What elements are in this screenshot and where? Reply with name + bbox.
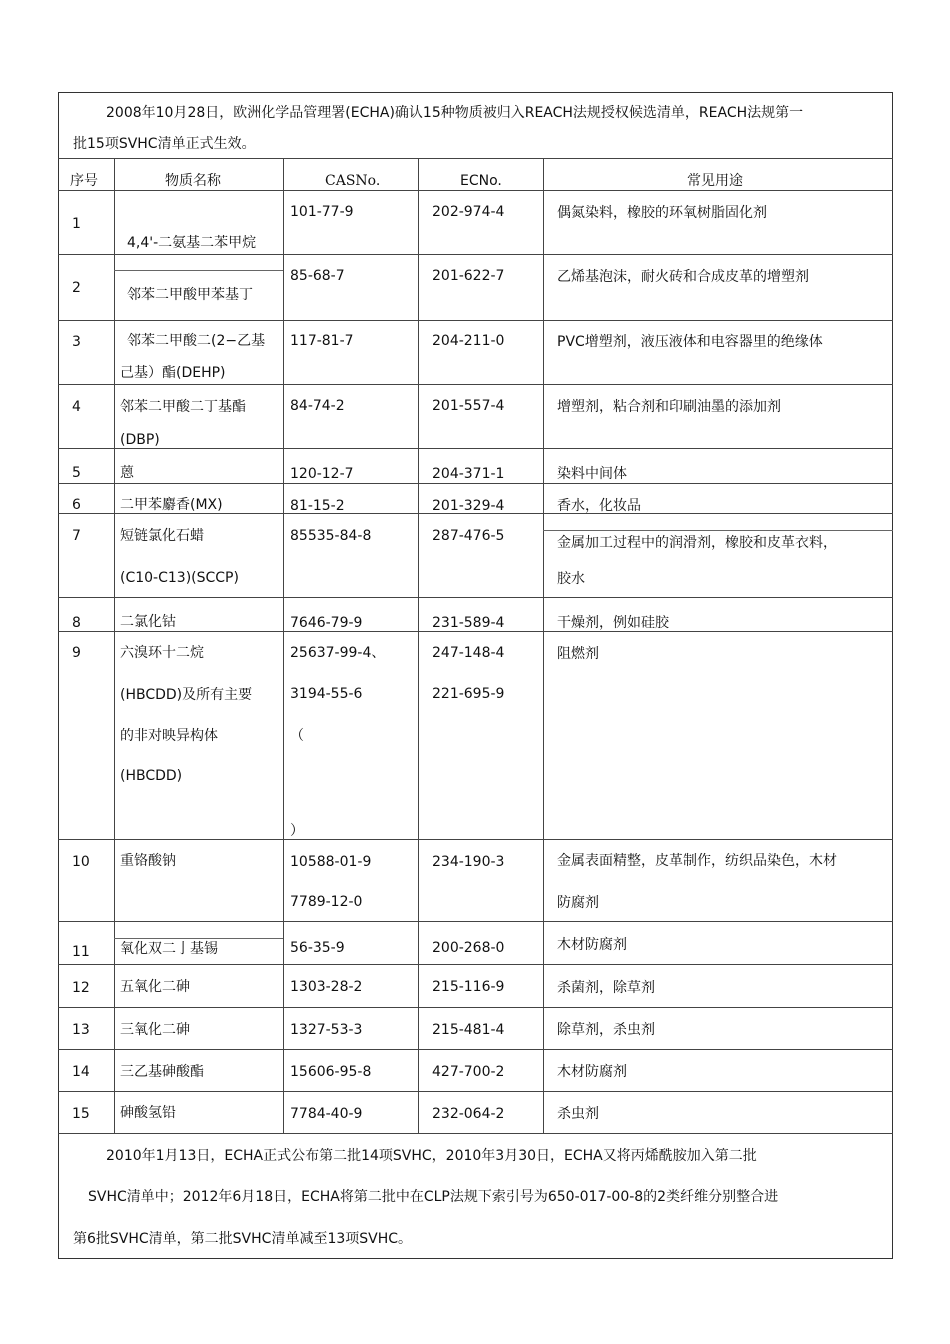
substance-name: 4,4'-二氨基二苯甲烷 bbox=[127, 235, 257, 251]
substance-name: 短链氯化石蜡 bbox=[120, 528, 204, 544]
cas-number: 85-68-7 bbox=[290, 268, 345, 284]
substance-name: 邻苯二甲酸二(2−乙基 bbox=[127, 333, 266, 349]
usage-text: 染料中间体 bbox=[557, 466, 627, 482]
row-rule bbox=[58, 921, 893, 922]
ec-number: 215-481-4 bbox=[432, 1022, 505, 1038]
row-rule bbox=[58, 1091, 893, 1092]
cell-artifact-rule bbox=[543, 530, 893, 531]
usage-text: 干燥剂，例如硅胶 bbox=[557, 615, 669, 631]
header-substance: 物质名称 bbox=[165, 173, 221, 189]
substance-name: (HBCDD)及所有主要 bbox=[120, 687, 253, 703]
row-index: 11 bbox=[72, 944, 90, 960]
usage-text: 木材防腐剂 bbox=[557, 937, 627, 953]
ec-number: 201-329-4 bbox=[432, 498, 505, 514]
row-index: 13 bbox=[72, 1022, 90, 1038]
row-rule bbox=[58, 597, 893, 598]
header-top-rule bbox=[58, 158, 893, 159]
cas-number: 117-81-7 bbox=[290, 333, 354, 349]
cas-number: 1303-28-2 bbox=[290, 979, 363, 995]
row-rule bbox=[58, 483, 893, 484]
row-index: 12 bbox=[72, 980, 90, 996]
ec-number: 202-974-4 bbox=[432, 204, 505, 220]
substance-name: 三氧化二砷 bbox=[120, 1022, 190, 1038]
ec-number: 231-589-4 bbox=[432, 615, 505, 631]
row-index: 9 bbox=[72, 645, 81, 661]
cas-number: 81-15-2 bbox=[290, 498, 345, 514]
row-rule bbox=[58, 254, 893, 255]
substance-name: 邻苯二甲酸二丁基酯 bbox=[120, 399, 246, 415]
ec-number: 247-148-4 bbox=[432, 645, 505, 661]
ec-number: 234-190-3 bbox=[432, 854, 505, 870]
intro-line-2: 批15项SVHC清单正式生效。 bbox=[73, 136, 256, 152]
row-rule bbox=[58, 964, 893, 965]
header-ec: ECNo. bbox=[460, 173, 502, 189]
row-rule bbox=[58, 1007, 893, 1008]
intro-line-1: 2008年10月28日，欧洲化学品管理署(ECHA)确认15种物质被归入REACH法规授权候选清单，REACH法规第一 bbox=[106, 105, 804, 121]
cas-number: 7789-12-0 bbox=[290, 894, 363, 910]
row-rule bbox=[58, 448, 893, 449]
row-index: 10 bbox=[72, 854, 90, 870]
cas-number: 15606-95-8 bbox=[290, 1064, 372, 1080]
cas-number: 56-35-9 bbox=[290, 940, 345, 956]
ec-number: 201-557-4 bbox=[432, 398, 505, 414]
row-index: 15 bbox=[72, 1106, 90, 1122]
ec-number: 427-700-2 bbox=[432, 1064, 505, 1080]
substance-name: 五氧化二砷 bbox=[120, 979, 190, 995]
usage-text: 阻燃剂 bbox=[557, 646, 599, 662]
cas-number: 1327-53-3 bbox=[290, 1022, 363, 1038]
row-index: 14 bbox=[72, 1064, 90, 1080]
substance-name: 二氯化钴 bbox=[120, 614, 176, 630]
substance-name: 己基）酯(DEHP) bbox=[120, 365, 226, 381]
row-index: 1 bbox=[72, 216, 81, 232]
row-index: 5 bbox=[72, 465, 81, 481]
usage-text: 乙烯基泡沫，耐火砖和合成皮革的增塑剂 bbox=[557, 269, 809, 285]
row-index: 2 bbox=[72, 280, 81, 296]
usage-text: 杀虫剂 bbox=[557, 1106, 599, 1122]
substance-name: 二甲苯麝香(MX) bbox=[120, 497, 223, 513]
footer-line-2: SVHC清单中；2012年6月18日，ECHA将第二批中在CLP法规下索引号为650-017-00-8的2类纤维分别整合进 bbox=[88, 1189, 779, 1205]
cas-number: 120-12-7 bbox=[290, 466, 354, 482]
column-rule bbox=[543, 158, 544, 1133]
column-rule bbox=[418, 158, 419, 1133]
row-index: 6 bbox=[72, 497, 81, 513]
substance-name: 蒽 bbox=[120, 465, 134, 481]
substance-name: 邻苯二甲酸甲苯基丁 bbox=[127, 287, 253, 303]
column-rule bbox=[114, 158, 115, 1133]
usage-text: 防腐剂 bbox=[557, 895, 599, 911]
header-index: 序号 bbox=[70, 173, 98, 189]
footer-line-3: 第6批SVHC清单，第二批SVHC清单减至13项SVHC。 bbox=[73, 1231, 413, 1247]
row-index: 3 bbox=[72, 334, 81, 350]
usage-text: 香水，化妆品 bbox=[557, 498, 641, 514]
cas-number: （ bbox=[290, 728, 304, 744]
column-rule bbox=[283, 158, 284, 1133]
header-cas: CASNo. bbox=[325, 173, 381, 189]
usage-text: 除草剂，杀虫剂 bbox=[557, 1022, 655, 1038]
ec-number: 221-695-9 bbox=[432, 686, 505, 702]
substance-name: (HBCDD) bbox=[120, 768, 183, 784]
cas-number: 3194-55-6 bbox=[290, 686, 363, 702]
usage-text: PVC增塑剂，液压液体和电容器里的绝缘体 bbox=[557, 334, 823, 350]
footer-line-1: 2010年1月13日，ECHA正式公布第二批14项SVHC，2010年3月30日，ECHA又将丙烯酰胺加入第二批 bbox=[106, 1148, 757, 1164]
ec-number: 200-268-0 bbox=[432, 940, 505, 956]
row-index: 7 bbox=[72, 528, 81, 544]
substance-name: 三乙基砷酸酯 bbox=[120, 1064, 204, 1080]
ec-number: 204-211-0 bbox=[432, 333, 505, 349]
usage-text: 木材防腐剂 bbox=[557, 1064, 627, 1080]
row-rule bbox=[58, 1049, 893, 1050]
substance-name: 重铬酸钠 bbox=[120, 853, 176, 869]
usage-text: 金属表面精整，皮革制作，纺织品染色，木材 bbox=[557, 853, 837, 869]
usage-text: 金属加工过程中的润滑剂，橡胶和皮革衣料， bbox=[557, 535, 837, 551]
ec-number: 287-476-5 bbox=[432, 528, 505, 544]
row-index: 4 bbox=[72, 399, 81, 415]
usage-text: 增塑剂，粘合剂和印刷油墨的添加剂 bbox=[557, 399, 781, 415]
ec-number: 204-371-1 bbox=[432, 466, 505, 482]
row-rule bbox=[58, 839, 893, 840]
header-bottom-rule bbox=[58, 190, 893, 191]
row-rule bbox=[58, 384, 893, 385]
cell-artifact-rule bbox=[114, 938, 283, 939]
cas-number: 84-74-2 bbox=[290, 398, 345, 414]
cas-number: 7784-40-9 bbox=[290, 1106, 363, 1122]
usage-text: 胶水 bbox=[557, 571, 585, 587]
cas-number: 10588-01-9 bbox=[290, 854, 372, 870]
substance-name: 的非对映异构体 bbox=[120, 728, 218, 744]
cas-number: 101-77-9 bbox=[290, 204, 354, 220]
row-rule bbox=[58, 1133, 893, 1134]
row-index: 8 bbox=[72, 615, 81, 631]
cas-number: 7646-79-9 bbox=[290, 615, 363, 631]
ec-number: 215-116-9 bbox=[432, 979, 505, 995]
substance-name: (C10-C13)(SCCP) bbox=[120, 570, 239, 586]
usage-text: 杀菌剂，除草剂 bbox=[557, 980, 655, 996]
substance-name: 六溴环十二烷 bbox=[120, 645, 204, 661]
cas-number: ） bbox=[290, 823, 304, 839]
row-rule bbox=[58, 320, 893, 321]
header-usage: 常见用途 bbox=[687, 173, 743, 189]
cas-number: 85535-84-8 bbox=[290, 528, 372, 544]
cas-number: 25637-99-4、 bbox=[290, 645, 386, 661]
substance-name: 氧化双二亅基锡 bbox=[120, 941, 218, 957]
ec-number: 201-622-7 bbox=[432, 268, 505, 284]
ec-number: 232-064-2 bbox=[432, 1106, 505, 1122]
usage-text: 偶氮染料，橡胶的环氧树脂固化剂 bbox=[557, 205, 767, 221]
substance-name: 砷酸氢铅 bbox=[120, 1105, 176, 1121]
cell-artifact-rule bbox=[114, 270, 283, 271]
substance-name: (DBP) bbox=[120, 432, 160, 448]
